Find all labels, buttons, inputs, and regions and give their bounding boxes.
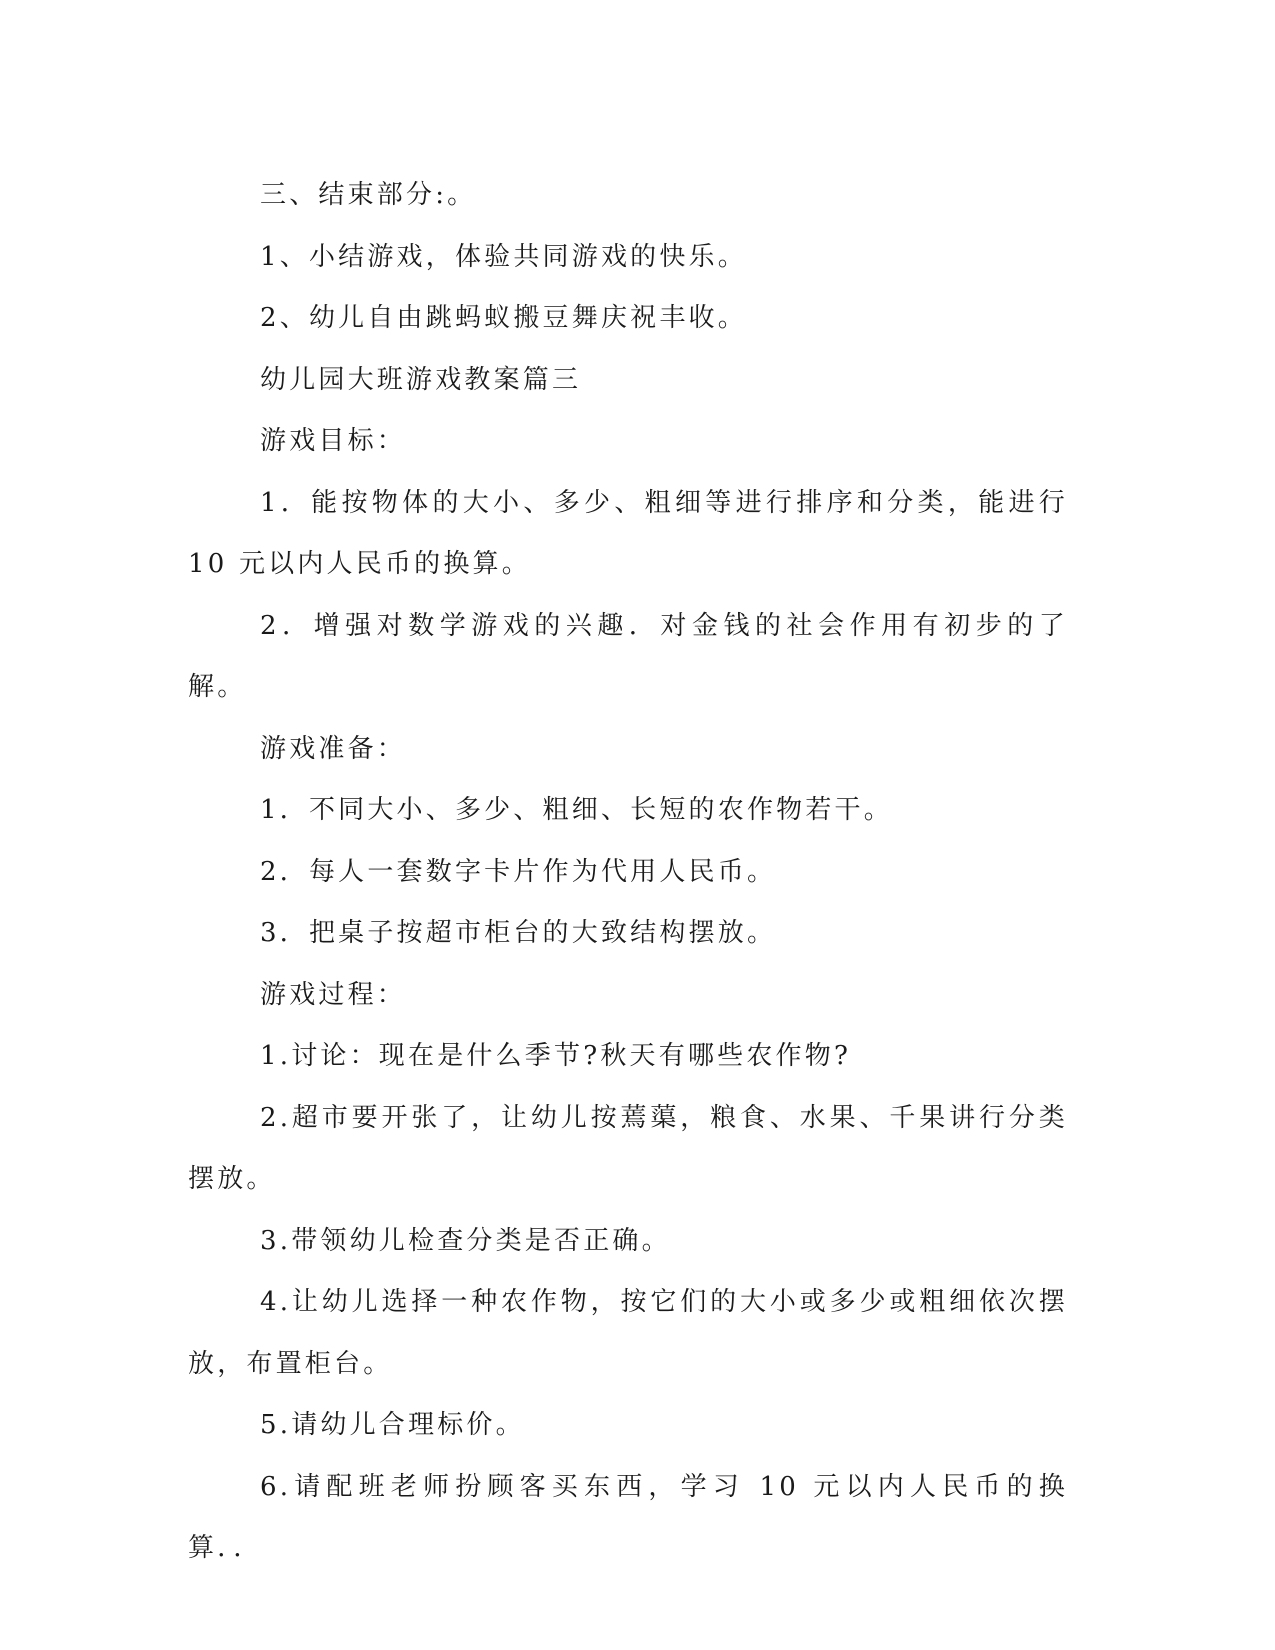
list-item: 2、幼儿自由跳蚂蚁搬豆舞庆祝丰收。 [260,303,747,333]
list-item: 3.带领幼儿检查分类是否正确。 [260,1225,671,1256]
list-item: 2．每人一套数字卡片作为代用人民币。 [260,856,777,887]
section-heading-ending: 三、结束部分:。 [260,180,477,210]
section-title: 幼儿园大班游戏教案篇三 [260,364,582,395]
list-item: 3．把桌子按超市柜台的大致结构摆放。 [260,918,777,948]
list-item: 2．增强对数学游戏的兴趣．对金钱的社会作用有初步的了解。 [188,610,1068,702]
list-item: 4.让幼儿选择一种农作物，按它们的大小或多少或粗细依次摆放，布置柜台。 [188,1287,1068,1379]
list-item: 1.讨论：现在是什么季节?秋天有哪些农作物? [260,1041,852,1071]
list-item: 1、小结游戏，体验共同游戏的快乐。 [260,241,747,272]
list-item: 1．不同大小、多少、粗细、长短的农作物若干。 [260,795,893,825]
list-item: 2.超市要开张了，让幼儿按蔫蕖，粮食、水果、千果讲行分类摆放。 [188,1102,1068,1194]
list-item: 6.请配班老师扮顾客买东西，学习 10 元以内人民币的换算．． [188,1471,1068,1563]
document-body [188,165,1080,1580]
list-item: 5.请幼儿合理标价。 [260,1410,525,1440]
subheading-preparation: 游戏准备： [260,733,407,764]
list-item: 1．能按物体的大小、多少、粗细等进行排序和分类，能进行 10 元以内人民币的换算。 [188,487,1080,579]
subheading-process: 游戏过程： [260,979,407,1010]
subheading-goals: 游戏目标： [260,426,407,456]
